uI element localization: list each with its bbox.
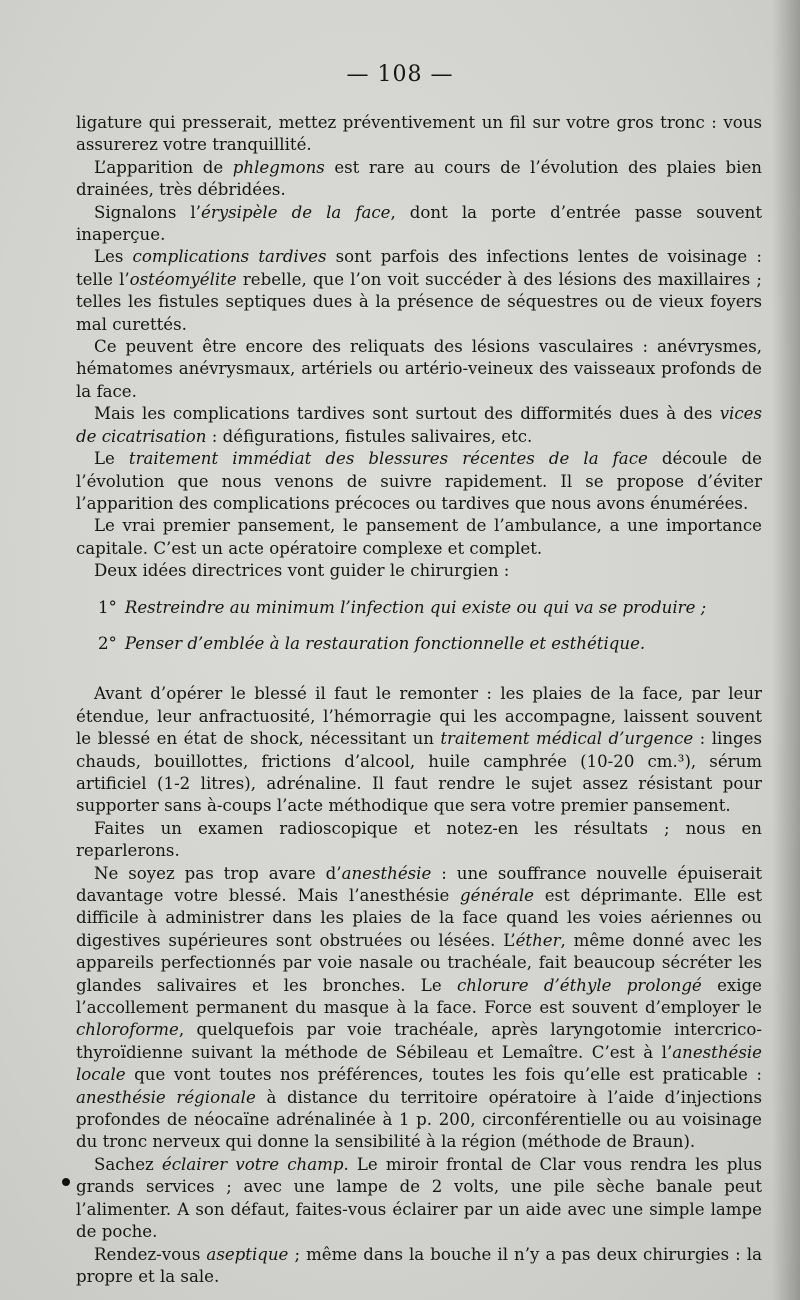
- numbered-item: [76, 597, 762, 619]
- text-run: Restreindre au minimum l’infection qui existe ou qui va se produire ;: [124, 597, 707, 617]
- page-edge-shadow: [772, 0, 800, 1300]
- text-run: Le: [94, 449, 129, 469]
- text-run: est rare au cours de l’évolution des plaies bien drainées, très débridées.: [76, 157, 762, 200]
- text-run: : linges chauds, bouillottes, frictions d’alcool, huile camphrée (10-20 cm.³), sérum artificiel (1-2 litres), adrénaline. Il faut rendre le sujet assez résistant pour supporter sans à-coups l’acte méthodique que sera votre premier pansement.: [76, 729, 762, 816]
- text-run: L’apparition de: [94, 157, 233, 177]
- text-run: Sachez: [94, 1154, 162, 1174]
- italic-phrase: chloroforme: [76, 1020, 179, 1040]
- numbered-item: [76, 633, 762, 655]
- text-run: . Le miroir frontal de Clar vous rendra les plus grands services ; avec une lampe de 2 volts, une pile sèche banale peut l’alimenter. A son défaut, faites-vous éclairer par un aide avec une simple lampe de poche.: [76, 1154, 762, 1242]
- text-run: est déprimante. Elle est difficile à administrer dans les plaies de la face quand les voies aériennes ou digestives supérieures sont obstruées ou lésées. L’: [76, 886, 762, 950]
- text-run: sont parfois des infections lentes de voisinage : telle l’: [76, 247, 762, 289]
- italic-phrase: phlegmons: [232, 157, 325, 177]
- italic-phrase: traitement médical d’urgence: [440, 729, 694, 749]
- italic-phrase: anesthésie régionale: [76, 1087, 256, 1107]
- italic-phrase: vices de cicatrisation: [76, 404, 762, 446]
- text-run: Ne soyez pas trop avare d’: [94, 863, 342, 883]
- text-run: ligature qui presserait, mettez préventivement un fil sur votre gros tronc : vous assurerez votre tranquillité.: [76, 113, 762, 155]
- paragraph: [76, 403, 762, 448]
- paragraph: [76, 1154, 762, 1244]
- paragraph: [76, 863, 762, 1154]
- text-run: Faites un examen radioscopique et notez-en les résultats ; nous en reparlerons.: [76, 818, 762, 861]
- paragraph: [76, 560, 762, 582]
- paragraph: [76, 515, 762, 560]
- text-run: , même donné avec les appareils perfectionnés par voie nasale ou trachéale, fait beaucoup sécréter les glandes salivaires et les bronches. Le: [76, 930, 762, 995]
- paragraph: [76, 818, 762, 863]
- text-run: Ce peuvent être encore des reliquats des lésions vasculaires : anévrysmes, hématomes anévrysmaux, artériels ou artério-veineux des vaisseaux profonds de la face.: [76, 337, 762, 401]
- paragraph: [76, 202, 762, 247]
- paragraph: [76, 112, 762, 157]
- text-run: Signalons l’: [94, 202, 202, 222]
- text-run: Mais les complications tardives sont surtout des difformités dues à des: [94, 404, 720, 424]
- italic-phrase: anesthésie locale: [76, 1042, 762, 1085]
- text-run: Deux idées directrices vont guider le chirurgien :: [94, 561, 510, 581]
- text-run: Penser d’emblée à la restauration fonctionnelle et esthétique.: [124, 633, 646, 653]
- italic-phrase: éther: [515, 930, 561, 950]
- italic-phrase: chlorure d’éthyle prolongé: [456, 975, 702, 995]
- item-number: 2°: [98, 633, 117, 653]
- text-run: , dont la porte d’entrée passe souvent inaperçue.: [76, 202, 763, 245]
- paragraph: [76, 336, 762, 403]
- text-run: que vont toutes nos préférences, toutes les fois qu’elle est praticable :: [125, 1065, 762, 1085]
- paragraph: [76, 683, 762, 817]
- italic-phrase: traitement immédiat des blessures récentes de la face: [128, 449, 648, 469]
- item-number: 1°: [98, 597, 117, 617]
- paragraph: [76, 246, 762, 336]
- text-run: ; même dans la bouche il n’y a pas deux chirurgies : la propre et la sale.: [76, 1244, 762, 1286]
- text-run: , quelquefois par voie trachéale, après laryngotomie intercrico-thyroïdienne suivant la méthode de Sébileau et Lemaître. C’est à l’: [76, 1020, 762, 1062]
- body-text: [76, 112, 762, 1288]
- ink-dot: [62, 1178, 70, 1186]
- text-run: rebelle, que l’on voit succéder à des lésions des maxillaires ; telles les fistules septiques dues à la présence de séquestres ou de vieux foyers mal curettés.: [76, 269, 762, 334]
- text-run: exige l’accollement permanent du masque à la face. Force est souvent d’employer le: [76, 975, 762, 1018]
- italic-phrase: érysipèle de la face: [201, 202, 391, 222]
- text-run: découle de l’évolution que nous venons de suivre rapidement. Il se propose d’éviter l’apparition des complications précoces ou tardives que nous avons énumérées.: [76, 449, 762, 513]
- italic-phrase: anesthésie: [341, 863, 432, 883]
- paragraph: [76, 1244, 762, 1289]
- italic-phrase: aseptique: [206, 1244, 289, 1264]
- paragraph: [76, 157, 762, 202]
- text-run: Les: [94, 247, 133, 267]
- text-run: à distance du territoire opératoire à l’aide d’injections profondes de néocaïne adrénalinée à 1 p. 200, circonférentielle ou au voisinage du tronc nerveux qui donne la sensibilité à la région (méthode de Braun).: [76, 1087, 763, 1152]
- paragraph-gap: [76, 669, 762, 683]
- italic-phrase: générale: [460, 886, 534, 905]
- page-number: — 108 —: [346, 62, 454, 87]
- text-run: : défigurations, fistules salivaires, etc.: [206, 426, 533, 446]
- text-run: Avant d’opérer le blessé il faut le remonter : les plaies de la face, par leur étendue, leur anfractuosité, l’hémorragie qui les accompagne, laissent souvent le blessé en état de shock, nécessitant un: [76, 684, 762, 749]
- italic-phrase: éclairer votre champ: [161, 1154, 344, 1174]
- text-run: Le vrai premier pansement, le pansement de l’ambulance, a une importance capitale. C’est un acte opératoire complexe et complet.: [76, 516, 762, 558]
- paragraph: [76, 448, 762, 515]
- text-run: : une souffrance nouvelle épuiserait davantage votre blessé. Mais l’anesthésie: [76, 863, 762, 905]
- italic-phrase: ostéomyélite: [129, 269, 237, 289]
- italic-phrase: complications tardives: [132, 247, 327, 267]
- text-run: Rendez-vous: [94, 1244, 207, 1264]
